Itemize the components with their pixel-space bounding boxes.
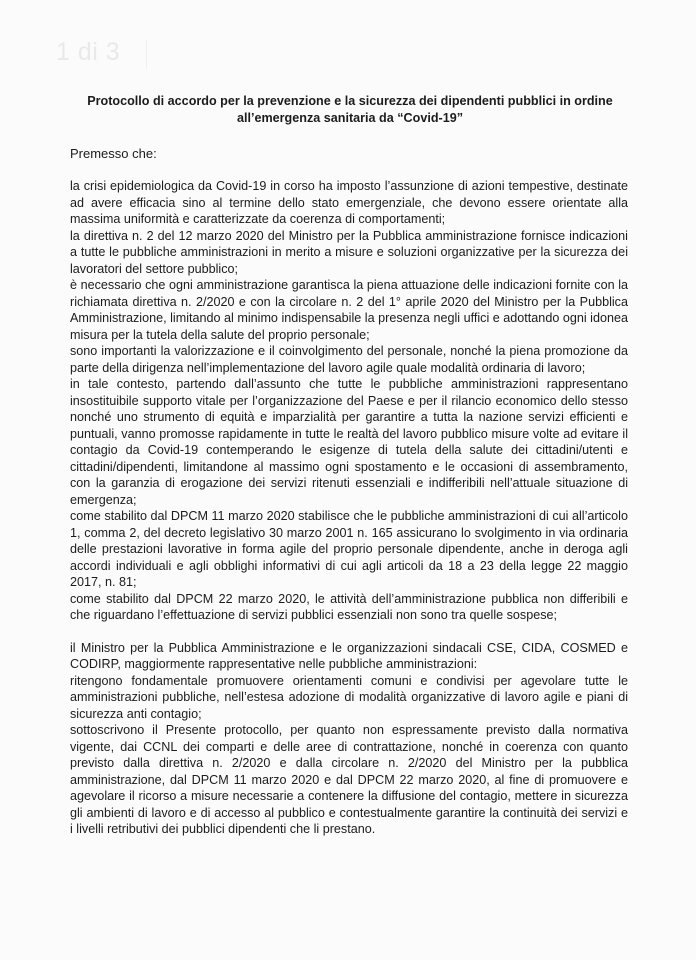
parties-paragraph: il Ministro per la Pubblica Amministrazione e le organizzazioni sindacali CSE, CIDA, COSMED e CODIRP, maggiormente rappresentative nelle pubbliche amministrazioni: [70,640,628,671]
premise-paragraph: la direttiva n. 2 del 12 marzo 2020 del Ministro per la Pubblica amministrazione fornisce indicazioni a tutte le pubbliche amministrazioni in merito a misure e soluzioni organizzative per la sicurezza dei lavoratori del settore pubblico; [70,228,628,276]
document-title [70,93,630,127]
parties-paragraph: sottoscrivono il Presente protocollo, per quanto non espressamente previsto dalla normativa vigente, dai CCNL dei comparti e delle aree di contrattazione, nonché in coerenza con quanto previsto dalla direttiva n. 2/2020 e dalla circolare n. 2/2020 del Ministro per la pubblica amministrazione, dal DPCM 11 marzo 2020 e dal DPCM 22 marzo 2020, al fine di promuovere e agevolare il ricorso a misure necessarie a contenere la diffusione del contagio, mettere in sicurezza gli ambienti di lavoro e di accesso al pubblico e contestualmente garantire la continuità dei servizi e i livelli retributivi dei pubblici dipendenti che li prestano. [70,723,628,836]
document-body [70,178,628,838]
parties-paragraph: ritengono fondamentale promuovere orientamenti comuni e condivisi per agevolare tutte le amministrazioni pubbliche, nell’estesa adozione di modalità organizzative di lavoro agile e piani di sicurezza anti contagio; [70,673,628,721]
page-counter: 1 di 3 [56,38,121,66]
premise-paragraph: come stabilito dal DPCM 11 marzo 2020 stabilisce che le pubbliche amministrazioni di cui all’articolo 1, comma 2, del decreto legislativo 30 marzo 2001 n. 165 assicurano lo svolgimento in via ordinaria delle prestazioni lavorative in forma agile del proprio personale dipendente, anche in deroga agli accordi individuali e agli obblighi informativi di cui agli articoli da 18 a 23 della legge 22 maggio 2017, n. 81; [70,509,628,589]
section-gap [70,624,628,640]
page-counter-divider [146,40,147,68]
intro-heading: Premesso che: [70,146,157,161]
title-line-1: Protocollo di accordo per la prevenzione e la sicurezza dei dipendenti pubblici in ordine [87,94,613,108]
premise-paragraph: in tale contesto, partendo dall’assunto che tutte le pubbliche amministrazioni rappresentano insostituibile supporto vitale per l’organizzazione del Paese e per il rilancio economico dello stesso nonché uno strumento di equità e imparzialità per garantire a tutta la nazione servizi efficienti e puntuali, vanno promosse rapidamente in tutte le realtà del lavoro pubblico misure volte ad evitare il contagio da Covid-19 contemperando le esigenze di tutela della salute dei cittadini/utenti e cittadini/dipendenti, limitandone al massimo ogni spostamento e le occasioni di assembramento, con la garanzia di erogazione dei servizi ritenuti essenziali e indifferibili nell’attuale situazione di emergenza; [70,377,628,507]
premise-paragraph: come stabilito dal DPCM 22 marzo 2020, le attività dell’amministrazione pubblica non differibili e che riguardano l’effettuazione di servizi pubblici essenziali non sono tra quelle sospese; [70,591,628,622]
premise-paragraph: è necessario che ogni amministrazione garantisca la piena attuazione delle indicazioni fornite con la richiamata direttiva n. 2/2020 e con la circolare n. 2 del 1° aprile 2020 del Ministro per la Pubblica Amministrazione, limitando al minimo indispensabile la presenza negli uffici e adottando ogni idonea misura per la tutela della salute del proprio personale; [70,278,628,342]
premise-paragraph: la crisi epidemiologica da Covid-19 in corso ha imposto l’assunzione di azioni tempestive, destinate ad avere efficacia sino al termine dello stato emergenziale, che devono essere orientate alla massima uniformità e caratterizzate da coerenza di comportamenti; [70,179,628,226]
title-line-2: all’emergenza sanitaria da “Covid-19” [236,111,464,125]
premise-paragraph: sono importanti la valorizzazione e il coinvolgimento del personale, nonché la piena promozione da parte della dirigenza nell’implementazione del lavoro agile quale modalità ordinaria di lavoro; [70,344,628,375]
